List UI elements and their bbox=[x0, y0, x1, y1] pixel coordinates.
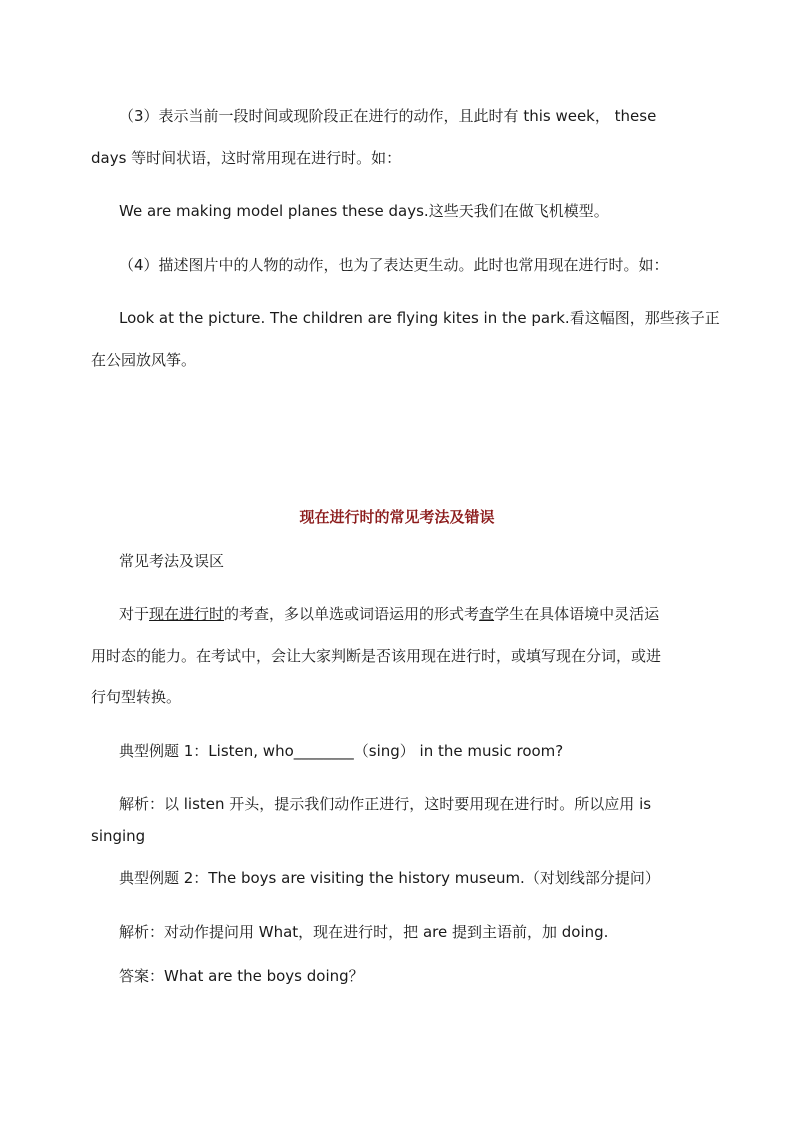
paragraph-3-line-2: days 等时间状语，这时常用现在进行时。如： bbox=[91, 149, 402, 167]
intro-line-3: 行句型转换。 bbox=[91, 688, 182, 706]
section-title: 现在进行时的常见考法及错误 bbox=[299, 508, 495, 526]
example-3: We are making model planes these days.这些天我们在做飞机模型。 bbox=[119, 202, 609, 220]
example-question-2: 典型例题 2：The boys are visiting the history museum.（对划线部分提问） bbox=[119, 869, 660, 887]
intro-post: 学生在具体语境中灵活运 bbox=[494, 605, 660, 623]
paragraph-4-line-1: （4）描述图片中的人物的动作，也为了表达更生动。此时也常用现在进行时。如： bbox=[119, 256, 669, 274]
answer-2: 答案：What are the boys doing？ bbox=[119, 967, 364, 985]
intro-pre: 对于 bbox=[119, 605, 150, 623]
intro-mid: 的考查，多以单选或词语运用的形式考 bbox=[224, 605, 480, 623]
example-4-line-1: Look at the picture. The children are flying kites in the park.看这幅图，那些孩子正 bbox=[119, 309, 720, 327]
example-4-line-2: 在公园放风筝。 bbox=[91, 351, 197, 369]
paragraph-3-line-1: （3）表示当前一段时间或现阶段正在进行的动作，且此时有 this week， these bbox=[119, 107, 657, 125]
intro-link-examine[interactable]: 查 bbox=[479, 605, 495, 623]
intro-link-present-continuous[interactable]: 现在进行时 bbox=[149, 605, 225, 623]
intro-line-2: 用时态的能力。在考试中，会让大家判断是否该用现在进行时，或填写现在分词，或进 bbox=[91, 647, 662, 665]
section-subtitle: 常见考法及误区 bbox=[119, 552, 225, 570]
intro-line-1 bbox=[119, 604, 659, 624]
analysis-1-line-1: 解析：以 listen 开头，提示我们动作正进行，这时要用现在进行时。所以应用 is bbox=[119, 795, 652, 813]
example-question-1: 典型例题 1：Listen, who________（sing） in the music room? bbox=[119, 742, 564, 760]
analysis-1-line-2: singing bbox=[91, 827, 146, 845]
analysis-2: 解析：对动作提问用 What，现在进行时，把 are 提到主语前，加 doing. bbox=[119, 923, 609, 941]
